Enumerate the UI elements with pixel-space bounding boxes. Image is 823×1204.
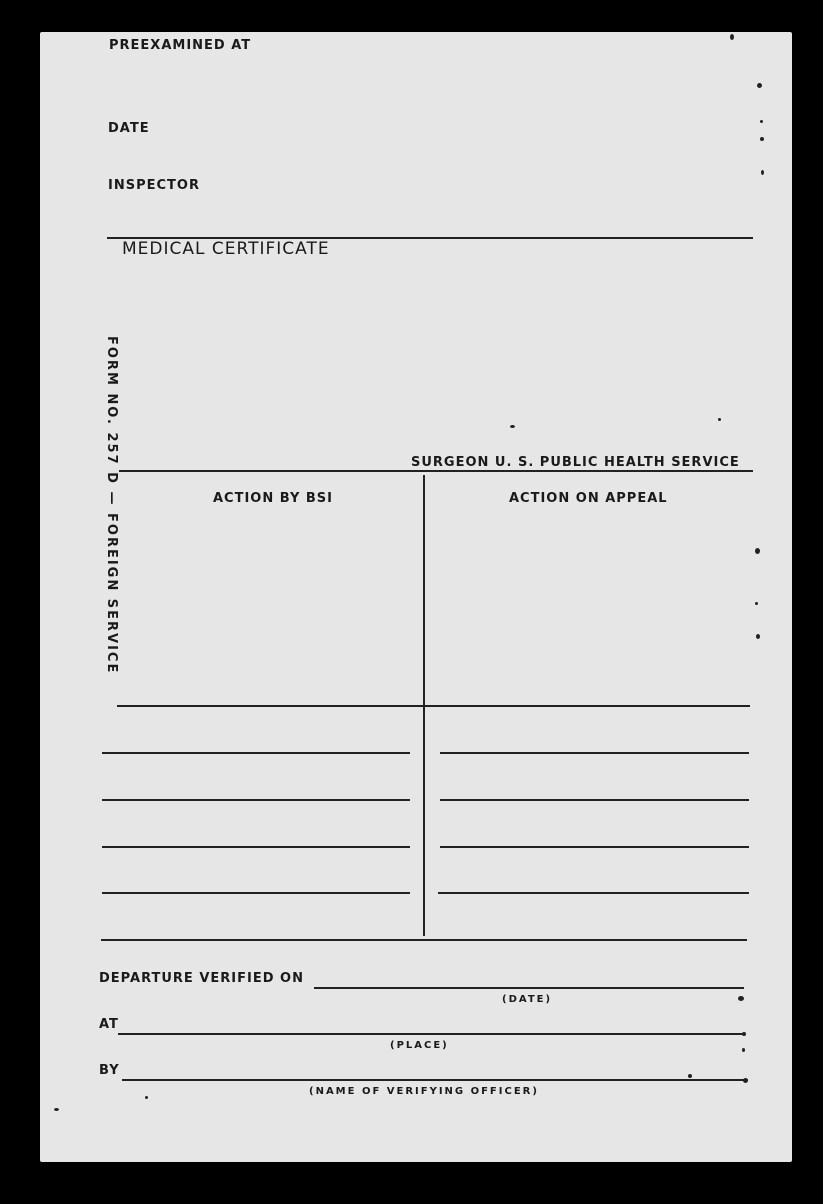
at-label: AT — [99, 1017, 119, 1032]
by-label: BY — [99, 1063, 120, 1078]
scan-speck — [730, 34, 734, 40]
form-number-label: FORM NO. 257 D — FOREIGN SERVICE — [104, 336, 119, 675]
action-section-line — [117, 705, 750, 707]
scan-speck — [755, 548, 760, 554]
action-by-bsi-heading: ACTION BY BSI — [213, 491, 334, 506]
bsi-entry-line — [102, 846, 410, 848]
scan-speck — [757, 83, 762, 88]
departure-verified-label: DEPARTURE VERIFIED ON — [99, 971, 304, 986]
scan-speck — [145, 1096, 148, 1099]
action-on-appeal-heading: ACTION ON APPEAL — [509, 491, 668, 506]
inspector-label: INSPECTOR — [108, 178, 200, 193]
appeal-entry-line — [440, 799, 749, 801]
scan-speck — [760, 137, 764, 141]
place-caption: (PLACE) — [390, 1040, 449, 1051]
appeal-entry-line — [438, 892, 749, 894]
officer-caption: (NAME OF VERIFYING OFFICER) — [309, 1086, 539, 1097]
scan-speck — [755, 602, 758, 605]
scan-speck — [742, 1048, 745, 1052]
date-caption: (DATE) — [502, 994, 553, 1005]
scan-speck — [742, 1032, 746, 1036]
departure-date-line — [314, 987, 744, 989]
form-card — [40, 32, 792, 1162]
scan-speck — [761, 170, 764, 175]
bsi-entry-line — [102, 892, 410, 894]
surgeon-signature-label: SURGEON U. S. PUBLIC HEALTH SERVICE — [411, 455, 740, 470]
scan-speck — [756, 634, 760, 639]
scan-speck — [510, 425, 515, 428]
date-label: DATE — [108, 121, 150, 136]
scan-speck — [688, 1074, 692, 1078]
action-bottom-line — [101, 939, 747, 941]
place-line — [118, 1033, 745, 1035]
signature-line — [119, 470, 753, 472]
appeal-entry-line — [440, 752, 749, 754]
scan-speck — [718, 418, 721, 421]
scan-speck — [738, 996, 744, 1001]
medical-certificate-title: MEDICAL CERTIFICATE — [122, 239, 330, 259]
preexamined-at-label: PREEXAMINED AT — [109, 38, 252, 53]
appeal-entry-line — [440, 846, 749, 848]
bsi-entry-line — [102, 752, 410, 754]
bsi-entry-line — [102, 799, 410, 801]
scan-speck — [54, 1108, 59, 1111]
scan-speck — [760, 120, 763, 123]
officer-line — [122, 1079, 748, 1081]
scan-speck — [743, 1078, 748, 1083]
